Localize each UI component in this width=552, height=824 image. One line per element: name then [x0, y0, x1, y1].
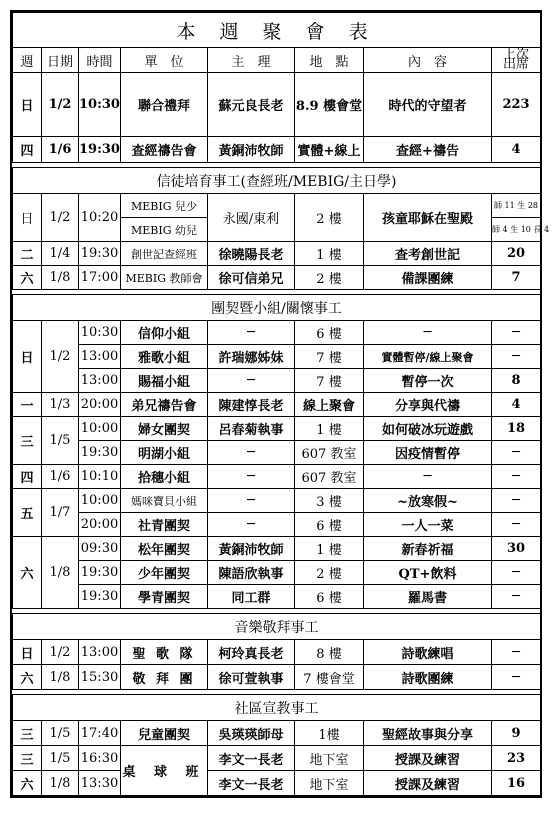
time-cell: 10:00 — [79, 417, 121, 441]
header-row — [13, 48, 541, 73]
unit-cell: 社青團契 — [121, 513, 208, 537]
place-cell: 1 樓 — [295, 417, 364, 441]
content-cell: 暫停一次 — [364, 369, 492, 393]
attendance-cell: ─ — [492, 465, 541, 489]
place-cell: 8 樓 — [295, 640, 364, 665]
unit-cell: MEBIG 兒少 — [121, 194, 208, 218]
content-cell: 查考創世記 — [364, 242, 492, 266]
host-cell: 柯玲真長老 — [208, 640, 295, 665]
table-row — [13, 369, 541, 393]
section-title: 音樂敬拜事工 — [13, 614, 541, 640]
date-cell: 1/4 — [42, 242, 79, 266]
unit-cell: 聖 歌 隊 — [121, 640, 208, 665]
time-cell: 13:30 — [79, 771, 121, 796]
table-row — [13, 137, 541, 163]
host-cell: 同工群 — [208, 585, 295, 609]
content-cell: 聖經故事與分享 — [364, 721, 492, 746]
unit-cell: 少年團契 — [121, 561, 208, 585]
place-cell: 607 教室 — [295, 441, 364, 465]
content-cell: 實體暫停/線上聚會 — [364, 345, 492, 369]
unit-cell: 桌 球 班 — [121, 746, 208, 796]
date-cell: 1/8 — [42, 537, 79, 609]
content-cell: QT+飲料 — [364, 561, 492, 585]
header-unit: 單 位 — [121, 48, 208, 73]
content-cell: 一人一菜 — [364, 513, 492, 537]
content-cell: 時代的守望者 — [364, 73, 492, 137]
host-cell: 徐曉陽長老 — [208, 242, 295, 266]
place-cell: 2 樓 — [295, 194, 364, 242]
host-cell: 黃銅沛牧師 — [208, 137, 295, 163]
table-row — [13, 266, 541, 290]
host-cell: 徐可萱執事 — [208, 665, 295, 690]
time-cell: 10:30 — [79, 321, 121, 345]
table-row — [13, 537, 541, 561]
time-cell: 10:10 — [79, 465, 121, 489]
attendance-cell: ─ — [492, 561, 541, 585]
time-cell: 19:30 — [79, 561, 121, 585]
unit-cell: 松年團契 — [121, 537, 208, 561]
place-cell: 地下室 — [295, 746, 364, 771]
day-cell: 六 — [13, 665, 42, 690]
section-title: 團契暨小組/關懷事工 — [13, 295, 541, 321]
table-row — [13, 417, 541, 441]
attendance-cell: ─ — [492, 321, 541, 345]
host-cell: 陳建惇長老 — [208, 393, 295, 417]
date-cell: 1/8 — [42, 266, 79, 290]
host-cell: 黃銅沛牧師 — [208, 537, 295, 561]
content-cell: 授課及練習 — [364, 771, 492, 796]
date-cell: 1/5 — [42, 417, 79, 465]
date-cell: 1/2 — [42, 73, 79, 137]
content-cell: ~放寒假~ — [364, 489, 492, 513]
content-cell: 因疫情暫停 — [364, 441, 492, 465]
day-cell: 日 — [13, 194, 42, 242]
section-header — [13, 614, 541, 640]
header-day: 週 — [13, 48, 42, 73]
place-cell: 實體+線上 — [295, 137, 364, 163]
unit-cell: 學青團契 — [121, 585, 208, 609]
place-cell: 6 樓 — [295, 585, 364, 609]
day-cell: 三 — [13, 746, 42, 771]
content-cell: 羅馬書 — [364, 585, 492, 609]
unit-cell: 聯合禮拜 — [121, 73, 208, 137]
date-cell: 1/7 — [42, 489, 79, 537]
place-cell: 1 樓 — [295, 537, 364, 561]
attendance-cell: ─ — [492, 665, 541, 690]
table-row — [13, 721, 541, 746]
place-cell: 1樓 — [295, 721, 364, 746]
place-cell: 地下室 — [295, 771, 364, 796]
unit-cell: 媽咪寶貝小組 — [121, 489, 208, 513]
unit-cell: 拾穗小組 — [121, 465, 208, 489]
unit-cell: 創世記查經班 — [121, 242, 208, 266]
content-cell: 備課團練 — [364, 266, 492, 290]
time-cell: 10:20 — [79, 194, 121, 242]
day-cell: 日 — [13, 321, 42, 393]
day-cell: 六 — [13, 771, 42, 796]
table-row — [13, 585, 541, 609]
attendance-cell: 30 — [492, 537, 541, 561]
place-cell: 2 樓 — [295, 266, 364, 290]
time-cell: 09:30 — [79, 537, 121, 561]
host-cell: ─ — [208, 513, 295, 537]
table-row — [13, 441, 541, 465]
table-row — [13, 465, 541, 489]
date-cell: 1/2 — [42, 194, 79, 242]
section-header — [13, 295, 541, 321]
host-cell: ─ — [208, 465, 295, 489]
place-cell: 1 樓 — [295, 242, 364, 266]
unit-cell: 雅歌小組 — [121, 345, 208, 369]
time-cell: 16:30 — [79, 746, 121, 771]
content-cell: 授課及練習 — [364, 746, 492, 771]
host-cell: 永國/東利 — [208, 194, 295, 242]
content-cell: 詩歌練唱 — [364, 640, 492, 665]
header-host: 主 理 — [208, 48, 295, 73]
attendance-cell: ─ — [492, 441, 541, 465]
time-cell: 20:00 — [79, 513, 121, 537]
date-cell: 1/6 — [42, 137, 79, 163]
time-cell: 19:30 — [79, 242, 121, 266]
table-row — [13, 73, 541, 137]
attendance-cell: 20 — [492, 242, 541, 266]
place-cell: 7 樓 — [295, 369, 364, 393]
time-cell: 13:00 — [79, 640, 121, 665]
header-place: 地 點 — [295, 48, 364, 73]
content-cell: 孩童耶穌在聖殿 — [364, 194, 492, 242]
day-cell: 一 — [13, 393, 42, 417]
unit-cell: 弟兄禱告會 — [121, 393, 208, 417]
attendance-cell: 18 — [492, 417, 541, 441]
place-cell: 2 樓 — [295, 561, 364, 585]
attendance-cell: 23 — [492, 746, 541, 771]
table-row — [13, 561, 541, 585]
host-cell: 陳語欣執事 — [208, 561, 295, 585]
date-cell: 1/8 — [42, 665, 79, 690]
date-cell: 1/5 — [42, 721, 79, 746]
table-row — [13, 771, 541, 796]
attendance-cell: 師 11 生 28 — [492, 194, 541, 218]
day-cell: 日 — [13, 640, 42, 665]
attendance-cell: 16 — [492, 771, 541, 796]
content-cell: ─ — [364, 465, 492, 489]
host-cell: 許瑞娜姊妹 — [208, 345, 295, 369]
attendance-cell: ─ — [492, 640, 541, 665]
day-cell: 日 — [13, 73, 42, 137]
host-cell: ─ — [208, 441, 295, 465]
title-row — [13, 13, 541, 48]
section-title: 信徒培育事工(查經班/MEBIG/主日學) — [13, 168, 541, 194]
content-cell: 如何破冰玩遊戲 — [364, 417, 492, 441]
table-row — [13, 640, 541, 665]
table-row — [13, 665, 541, 690]
unit-cell: 賜福小組 — [121, 369, 208, 393]
attendance-cell: ─ — [492, 513, 541, 537]
host-cell: 呂春菊執事 — [208, 417, 295, 441]
table-row — [13, 194, 541, 218]
table-row — [13, 345, 541, 369]
content-cell: ─ — [364, 321, 492, 345]
table-row — [13, 393, 541, 417]
table-row — [13, 242, 541, 266]
attendance-cell: 7 — [492, 266, 541, 290]
date-cell: 1/6 — [42, 465, 79, 489]
table-row — [13, 513, 541, 537]
day-cell: 三 — [13, 721, 42, 746]
content-cell: 查經+禱告 — [364, 137, 492, 163]
date-cell: 1/8 — [42, 771, 79, 796]
host-cell: ─ — [208, 321, 295, 345]
unit-cell: 查經禱告會 — [121, 137, 208, 163]
attendance-cell: 4 — [492, 137, 541, 163]
day-cell: 四 — [13, 465, 42, 489]
attendance-cell: 223 — [492, 73, 541, 137]
attendance-cell: 8 — [492, 369, 541, 393]
unit-cell: 信仰小組 — [121, 321, 208, 345]
place-cell: 7 樓會堂 — [295, 665, 364, 690]
day-cell: 二 — [13, 242, 42, 266]
attendance-cell: 4 — [492, 393, 541, 417]
time-cell: 13:00 — [79, 369, 121, 393]
time-cell: 17:40 — [79, 721, 121, 746]
time-cell: 19:30 — [79, 585, 121, 609]
place-cell: 7 樓 — [295, 345, 364, 369]
place-cell: 607 教室 — [295, 465, 364, 489]
time-cell: 20:00 — [79, 393, 121, 417]
page-title: 本 週 聚 會 表 — [13, 13, 541, 48]
attendance-cell: 師 4 生 10 長 4 — [492, 218, 541, 242]
table-row — [13, 746, 541, 771]
date-cell: 1/3 — [42, 393, 79, 417]
host-cell: 李文一長老 — [208, 746, 295, 771]
unit-cell: MEBIG 教師會 — [121, 266, 208, 290]
host-cell: ─ — [208, 489, 295, 513]
unit-cell: 明湖小組 — [121, 441, 208, 465]
section-header — [13, 695, 541, 721]
weekly-meeting-schedule — [10, 10, 550, 798]
attendance-cell: ─ — [492, 585, 541, 609]
place-cell: 3 樓 — [295, 489, 364, 513]
host-cell: 蘇元良長老 — [208, 73, 295, 137]
date-cell: 1/5 — [42, 746, 79, 771]
header-date: 日期 — [42, 48, 79, 73]
time-cell: 10:30 — [79, 73, 121, 137]
place-cell: 6 樓 — [295, 321, 364, 345]
content-cell: 分享與代禱 — [364, 393, 492, 417]
day-cell: 三 — [13, 417, 42, 465]
time-cell: 10:00 — [79, 489, 121, 513]
day-cell: 六 — [13, 537, 42, 609]
time-cell: 19:30 — [79, 441, 121, 465]
content-cell: 詩歌團練 — [364, 665, 492, 690]
header-time: 時間 — [79, 48, 121, 73]
schedule-table — [12, 12, 550, 796]
time-cell: 15:30 — [79, 665, 121, 690]
host-cell: ─ — [208, 369, 295, 393]
table-row — [13, 489, 541, 513]
place-cell: 6 樓 — [295, 513, 364, 537]
time-cell: 13:00 — [79, 345, 121, 369]
day-cell: 四 — [13, 137, 42, 163]
attendance-cell: ─ — [492, 345, 541, 369]
attendance-cell: 9 — [492, 721, 541, 746]
unit-cell: MEBIG 幼兒 — [121, 218, 208, 242]
place-cell: 線上聚會 — [295, 393, 364, 417]
host-cell: 吳瑛瑛師母 — [208, 721, 295, 746]
host-cell: 李文一長老 — [208, 771, 295, 796]
header-content: 內 容 — [364, 48, 492, 73]
date-cell: 1/2 — [42, 640, 79, 665]
section-title: 社區宣教事工 — [13, 695, 541, 721]
unit-cell: 婦女團契 — [121, 417, 208, 441]
day-cell: 五 — [13, 489, 42, 537]
place-cell: 8.9 樓會堂 — [295, 73, 364, 137]
section-header — [13, 168, 541, 194]
attendance-cell: ─ — [492, 489, 541, 513]
header-attendance: 上次出席 — [492, 48, 541, 73]
unit-cell: 兒童團契 — [121, 721, 208, 746]
table-row — [13, 321, 541, 345]
date-cell: 1/2 — [42, 321, 79, 393]
unit-cell: 敬 拜 團 — [121, 665, 208, 690]
time-cell: 17:00 — [79, 266, 121, 290]
host-cell: 徐可信弟兄 — [208, 266, 295, 290]
time-cell: 19:30 — [79, 137, 121, 163]
day-cell: 六 — [13, 266, 42, 290]
content-cell: 新春祈福 — [364, 537, 492, 561]
